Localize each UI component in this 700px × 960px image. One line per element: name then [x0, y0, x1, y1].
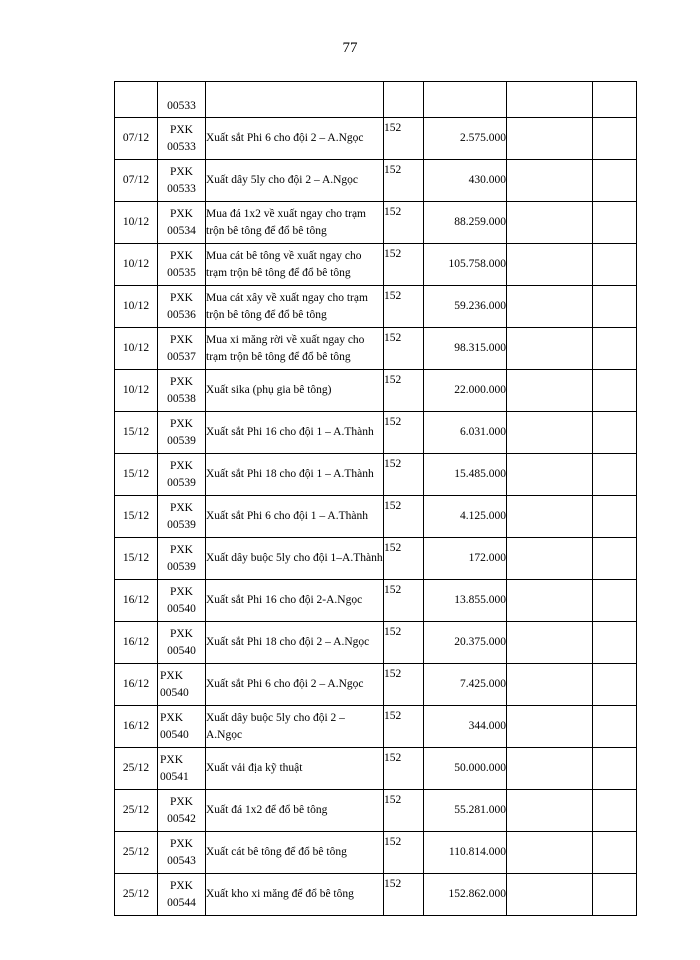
account-cell: 152 — [384, 538, 424, 580]
amount-cell: 13.855.000 — [424, 580, 507, 622]
page-number: 77 — [342, 40, 358, 56]
table-row — [115, 412, 637, 454]
amount-cell: 50.000.000 — [424, 748, 507, 790]
table-row — [115, 622, 637, 664]
document-type: PXK — [169, 795, 193, 808]
date-cell: 10/12 — [115, 328, 158, 370]
empty-cell — [593, 244, 637, 286]
amount-cell: 20.375.000 — [424, 622, 507, 664]
empty-cell — [507, 286, 593, 328]
empty-cell — [507, 412, 593, 454]
document-type: PXK — [169, 501, 193, 514]
document-cell — [158, 286, 206, 328]
date-cell: 16/12 — [115, 664, 158, 706]
document-type: PXK — [169, 291, 193, 304]
account-cell: 152 — [384, 622, 424, 664]
document-type: PXK — [169, 375, 193, 388]
document-cell — [158, 748, 206, 790]
amount-cell: 152.862.000 — [424, 874, 507, 916]
empty-cell — [507, 874, 593, 916]
table-row — [115, 82, 637, 118]
amount-cell: 88.259.000 — [424, 202, 507, 244]
document-number: 00540 — [160, 728, 189, 741]
document-number: 00544 — [167, 896, 196, 909]
description-cell: Mua xi măng rời về xuất ngay cho trạm trộn bê tông để đổ bê tông — [206, 328, 384, 370]
empty-cell — [593, 538, 637, 580]
document-type: PXK — [160, 711, 184, 724]
empty-cell — [593, 160, 637, 202]
document-type: PXK — [169, 543, 193, 556]
document-cell — [158, 244, 206, 286]
document-cell — [158, 622, 206, 664]
amount-cell: 59.236.000 — [424, 286, 507, 328]
description-cell: Xuất đá 1x2 để đổ bê tông — [206, 790, 384, 832]
description-cell: Xuất sắt Phi 16 cho đội 1 – A.Thành — [206, 412, 384, 454]
empty-cell — [507, 538, 593, 580]
amount-cell: 22.000.000 — [424, 370, 507, 412]
empty-cell — [507, 622, 593, 664]
amount-cell: 430.000 — [424, 160, 507, 202]
document-number: 00539 — [167, 560, 196, 573]
description-cell: Xuất sắt Phi 18 cho đội 1 – A.Thành — [206, 454, 384, 496]
document-cell — [158, 328, 206, 370]
table-row — [115, 118, 637, 160]
account-cell: 152 — [384, 706, 424, 748]
amount-cell: 4.125.000 — [424, 496, 507, 538]
account-cell — [384, 82, 424, 118]
description-cell: Xuất cát bê tông để đổ bê tông — [206, 832, 384, 874]
table-row — [115, 580, 637, 622]
amount-cell: 7.425.000 — [424, 664, 507, 706]
description-cell: Mua đá 1x2 về xuất ngay cho trạm trộn bê tông để đổ bê tông — [206, 202, 384, 244]
amount-cell: 6.031.000 — [424, 412, 507, 454]
account-cell: 152 — [384, 496, 424, 538]
date-cell: 10/12 — [115, 286, 158, 328]
document-number: 00540 — [160, 686, 189, 699]
document-cell — [158, 82, 206, 118]
document-cell — [158, 118, 206, 160]
date-cell: 15/12 — [115, 538, 158, 580]
table-row — [115, 664, 637, 706]
table-row — [115, 706, 637, 748]
amount-cell: 344.000 — [424, 706, 507, 748]
document-type: PXK — [169, 417, 193, 430]
amount-cell: 15.485.000 — [424, 454, 507, 496]
account-cell: 152 — [384, 874, 424, 916]
account-cell: 152 — [384, 580, 424, 622]
document-number: 00535 — [167, 266, 196, 279]
empty-cell — [507, 202, 593, 244]
date-cell: 25/12 — [115, 748, 158, 790]
description-cell: Xuất sắt Phi 6 cho đội 2 – A.Ngọc — [206, 118, 384, 160]
empty-cell — [593, 580, 637, 622]
description-cell: Xuất sắt Phi 18 cho đội 2 – A.Ngọc — [206, 622, 384, 664]
document-cell — [158, 580, 206, 622]
description-cell: Xuất sắt Phi 6 cho đội 1 – A.Thành — [206, 496, 384, 538]
account-cell: 152 — [384, 370, 424, 412]
account-cell: 152 — [384, 664, 424, 706]
description-cell: Xuất sắt Phi 6 cho đội 2 – A.Ngọc — [206, 664, 384, 706]
document-cell — [158, 790, 206, 832]
date-cell: 25/12 — [115, 832, 158, 874]
document-number: 00534 — [167, 224, 196, 237]
date-cell: 07/12 — [115, 118, 158, 160]
description-cell: Mua cát bê tông về xuất ngay cho trạm trộn bê tông để đổ bê tông — [206, 244, 384, 286]
amount-cell: 172.000 — [424, 538, 507, 580]
date-cell: 10/12 — [115, 370, 158, 412]
document-type: PXK — [169, 333, 193, 346]
account-cell: 152 — [384, 790, 424, 832]
table-row — [115, 202, 637, 244]
account-cell: 152 — [384, 202, 424, 244]
date-cell: 15/12 — [115, 412, 158, 454]
document-number: 00533 — [167, 182, 196, 195]
amount-cell: 105.758.000 — [424, 244, 507, 286]
document-type: PXK — [169, 207, 193, 220]
document-number: 00542 — [167, 812, 196, 825]
document-cell — [158, 202, 206, 244]
document-type: PXK — [160, 753, 184, 766]
account-cell: 152 — [384, 832, 424, 874]
document-cell — [158, 874, 206, 916]
date-cell: 16/12 — [115, 622, 158, 664]
account-cell: 152 — [384, 244, 424, 286]
account-cell: 152 — [384, 286, 424, 328]
empty-cell — [507, 244, 593, 286]
date-cell: 10/12 — [115, 202, 158, 244]
empty-cell — [507, 664, 593, 706]
document-number: 00539 — [167, 476, 196, 489]
table-row — [115, 244, 637, 286]
description-cell: Xuất dây buộc 5ly cho đội 1–A.Thành — [206, 538, 384, 580]
empty-cell — [507, 748, 593, 790]
document-cell — [158, 664, 206, 706]
table-row — [115, 286, 637, 328]
empty-cell — [593, 202, 637, 244]
empty-cell — [507, 832, 593, 874]
document-cell — [158, 454, 206, 496]
document-type: PXK — [169, 249, 193, 262]
ledger-body — [115, 82, 637, 916]
date-cell: 16/12 — [115, 706, 158, 748]
document-number: 00540 — [167, 602, 196, 615]
document-number: 00538 — [167, 392, 196, 405]
document-type: PXK — [169, 585, 193, 598]
account-cell: 152 — [384, 118, 424, 160]
empty-cell — [507, 118, 593, 160]
empty-cell — [593, 82, 637, 118]
document-type: PXK — [169, 123, 193, 136]
description-cell: Xuất dây buộc 5ly cho đội 2 – A.Ngọc — [206, 706, 384, 748]
document-cell — [158, 832, 206, 874]
document-type: PXK — [169, 837, 193, 850]
document-number: 00540 — [167, 644, 196, 657]
date-cell: 15/12 — [115, 454, 158, 496]
description-cell: Xuất sika (phụ gia bê tông) — [206, 370, 384, 412]
empty-cell — [507, 790, 593, 832]
account-cell: 152 — [384, 748, 424, 790]
document-number: 00539 — [167, 434, 196, 447]
account-cell: 152 — [384, 160, 424, 202]
description-cell: Xuất sắt Phi 16 cho đội 2-A.Ngọc — [206, 580, 384, 622]
empty-cell — [593, 286, 637, 328]
document-type: PXK — [169, 165, 193, 178]
table-row — [115, 832, 637, 874]
document-type: PXK — [169, 459, 193, 472]
date-cell: 10/12 — [115, 244, 158, 286]
description-cell: Mua cát xây về xuất ngay cho trạm trộn bê tông để đổ bê tông — [206, 286, 384, 328]
empty-cell — [593, 412, 637, 454]
amount-cell: 55.281.000 — [424, 790, 507, 832]
document-type: PXK — [169, 627, 193, 640]
empty-cell — [593, 790, 637, 832]
amount-cell — [424, 82, 507, 118]
table-row — [115, 328, 637, 370]
document-type: PXK — [169, 879, 193, 892]
empty-cell — [593, 664, 637, 706]
description-cell: Xuất kho xi măng để đổ bê tông — [206, 874, 384, 916]
document-number: 00533 — [167, 140, 196, 153]
table-row — [115, 538, 637, 580]
table-row — [115, 748, 637, 790]
document-number: 00539 — [167, 518, 196, 531]
document-number: 00537 — [167, 350, 196, 363]
date-cell: 16/12 — [115, 580, 158, 622]
empty-cell — [593, 454, 637, 496]
date-cell: 15/12 — [115, 496, 158, 538]
empty-cell — [593, 496, 637, 538]
ledger-table — [114, 81, 637, 916]
empty-cell — [507, 706, 593, 748]
document-number: 00541 — [160, 770, 189, 783]
empty-cell — [593, 622, 637, 664]
document-number: 00533 — [167, 100, 196, 112]
document-cell — [158, 706, 206, 748]
account-cell: 152 — [384, 454, 424, 496]
empty-cell — [593, 832, 637, 874]
empty-cell — [593, 118, 637, 160]
empty-cell — [593, 748, 637, 790]
empty-cell — [593, 874, 637, 916]
document-cell — [158, 160, 206, 202]
amount-cell: 2.575.000 — [424, 118, 507, 160]
document-cell — [158, 412, 206, 454]
empty-cell — [593, 706, 637, 748]
empty-cell — [593, 370, 637, 412]
description-cell: Xuất vải địa kỹ thuật — [206, 748, 384, 790]
date-cell: 25/12 — [115, 790, 158, 832]
table-row — [115, 370, 637, 412]
description-cell — [206, 82, 384, 118]
empty-cell — [507, 328, 593, 370]
table-row — [115, 874, 637, 916]
document-number: 00543 — [167, 854, 196, 867]
table-row — [115, 160, 637, 202]
empty-cell — [507, 496, 593, 538]
date-cell — [115, 82, 158, 118]
table-row — [115, 790, 637, 832]
empty-cell — [507, 454, 593, 496]
account-cell: 152 — [384, 412, 424, 454]
empty-cell — [593, 328, 637, 370]
amount-cell: 110.814.000 — [424, 832, 507, 874]
empty-cell — [507, 160, 593, 202]
date-cell: 07/12 — [115, 160, 158, 202]
empty-cell — [507, 82, 593, 118]
table-row — [115, 454, 637, 496]
table-row — [115, 496, 637, 538]
document-cell — [158, 496, 206, 538]
account-cell: 152 — [384, 328, 424, 370]
empty-cell — [507, 370, 593, 412]
document-type: PXK — [160, 669, 184, 682]
document-cell — [158, 370, 206, 412]
description-cell: Xuất dây 5ly cho đội 2 – A.Ngọc — [206, 160, 384, 202]
document-number: 00536 — [167, 308, 196, 321]
date-cell: 25/12 — [115, 874, 158, 916]
empty-cell — [507, 580, 593, 622]
amount-cell: 98.315.000 — [424, 328, 507, 370]
document-cell — [158, 538, 206, 580]
